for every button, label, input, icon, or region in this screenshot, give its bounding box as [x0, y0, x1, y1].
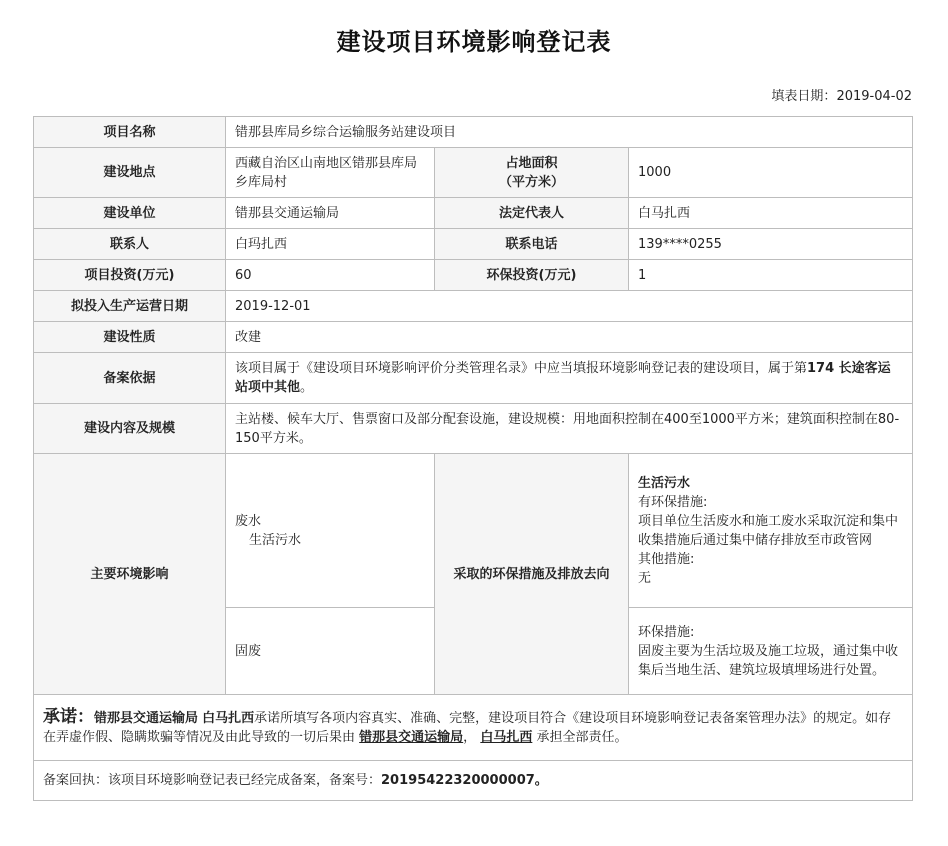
basis-label: 备案依据 [34, 353, 226, 404]
location-label: 建设地点 [34, 148, 226, 198]
row-promise [34, 695, 913, 761]
page-title: 建设项目环境影响登记表 [336, 28, 612, 56]
fill-date-label: 填表日期： [771, 89, 837, 104]
basis-suffix: 。 [300, 380, 314, 395]
row-location [34, 148, 913, 198]
investment-label: 项目投资(万元) [34, 260, 226, 291]
fill-date-value: 2019-04-02 [836, 89, 912, 104]
promise-text-end: 承担全部责任。 [536, 730, 628, 745]
project-name-label: 项目名称 [34, 117, 226, 148]
scope-label: 建设内容及规模 [34, 404, 226, 454]
nature-label: 建设性质 [34, 322, 226, 353]
unit-label: 建设单位 [34, 198, 226, 229]
promise-word: 承诺： [43, 707, 94, 727]
impact-label: 主要环境影响 [34, 454, 226, 695]
area-unit-text: （平方米） [498, 174, 564, 190]
receipt-number: 20195422320000007 [381, 773, 535, 788]
wastewater-measures-label: 有环保措施: [638, 494, 708, 510]
wastewater-other-label: 其他措施: [638, 551, 695, 567]
wastewater-heading: 生活污水 [638, 475, 691, 491]
promise-text: 承诺所填写各项内容真实、准确、完整，建设项目符合《建设项目环境影响登记表备案管理办法》的规定。如存在弄虚作假、隐瞒欺骗等情况及由此导致的一切后果由 [43, 711, 892, 745]
contact-label: 联系人 [34, 229, 226, 260]
op-date-value: 2019-12-01 [226, 291, 913, 322]
env-investment-value: 1 [629, 260, 913, 291]
solid-waste-measures-label: 环保措施: [638, 624, 695, 640]
area-value: 1000 [629, 148, 913, 198]
row-op-date [34, 291, 913, 322]
legal-rep-value: 白马扎西 [629, 198, 913, 229]
wastewater-measures: 项目单位生活废水和施工废水采取沉淀和集中收集措施后通过集中储存排放至市政管网 [638, 513, 899, 548]
promise-unit-underlined: 错那县交通运输局 [359, 730, 464, 745]
wastewater-measures-cell [629, 454, 913, 608]
row-contact [34, 229, 913, 260]
phone-value: 139****0255 [629, 229, 913, 260]
op-date-label: 拟投入生产运营日期 [34, 291, 226, 322]
receipt-cell [34, 761, 913, 801]
row-investment [34, 260, 913, 291]
row-scope [34, 404, 913, 454]
promise-cell [34, 695, 913, 761]
solid-waste-category: 固废 [226, 608, 435, 695]
basis-value [226, 353, 913, 404]
fill-date [771, 85, 912, 104]
receipt-text: 备案回执：该项目环境影响登记表已经完成备案，备案号： [43, 773, 382, 788]
project-name-value: 错那县库局乡综合运输服务站建设项目 [226, 117, 913, 148]
contact-value: 白玛扎西 [226, 229, 435, 260]
row-basis [34, 353, 913, 404]
legal-rep-label: 法定代表人 [435, 198, 629, 229]
promise-comma: ， [463, 730, 477, 745]
receipt-suffix: 。 [534, 773, 548, 788]
nature-value: 改建 [226, 322, 913, 353]
phone-label: 联系电话 [435, 229, 629, 260]
basis-text: 该项目属于《建设项目环境影响评价分类管理名录》中应当填报环境影响登记表的建设项目，属于第 [235, 361, 808, 376]
env-investment-label: 环保投资(万元) [435, 260, 629, 291]
row-receipt [34, 761, 913, 801]
solid-waste-measures-cell [629, 608, 913, 695]
promise-rep: 白马扎西 [202, 711, 255, 726]
investment-value: 60 [226, 260, 435, 291]
wastewater-sub: 生活污水 [249, 532, 302, 548]
promise-rep-underlined: 白马扎西 [480, 730, 533, 745]
promise-unit: 错那县交通运输局 [94, 711, 199, 726]
row-nature [34, 322, 913, 353]
basis-bold-text: 174 长途客运站项中其他 [235, 361, 891, 395]
registration-table [33, 116, 913, 801]
wastewater-category-cell [226, 454, 435, 608]
wastewater-other: 无 [638, 570, 652, 586]
area-label [435, 148, 629, 198]
location-value: 西藏自治区山南地区错那县库局乡库局村 [226, 148, 435, 198]
solid-waste-measures: 固废主要为生活垃圾及施工垃圾，通过集中收集后当地生活、建筑垃圾填埋场进行处置。 [638, 643, 899, 678]
row-unit [34, 198, 913, 229]
row-impact-wastewater [34, 454, 913, 608]
row-project-name [34, 117, 913, 148]
measures-label: 采取的环保措施及排放去向 [435, 454, 629, 695]
wastewater-category: 废水 [235, 513, 262, 529]
scope-value: 主站楼、候车大厅、售票窗口及部分配套设施，建设规模：用地面积控制在400至1000平方米；建筑面积控制在80-150平方米。 [226, 404, 913, 454]
area-label-text: 占地面积 [505, 155, 558, 171]
unit-value: 错那县交通运输局 [226, 198, 435, 229]
